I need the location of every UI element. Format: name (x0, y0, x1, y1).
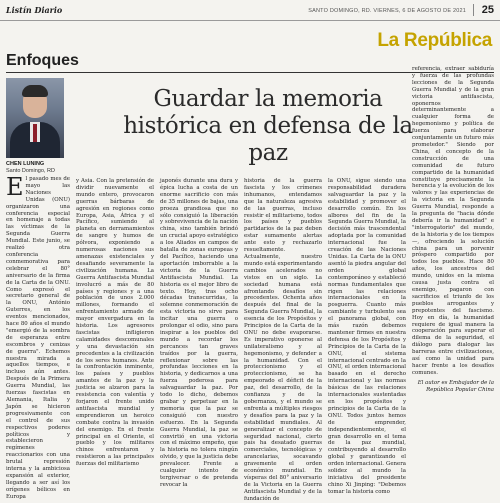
column-3-text: japonés durante una dura y épica lucha a costa de un enorme sacrificio con más de 35 millones de bajas, una proeza grandiosa que no sólo consiguió la liberación y sobrevivencia de la nación china, sino también brindó un crucial apoyo estratégico a los Aliados en campos de batalla de zonas europeas y del Pacífico, haciendo una aportación imborrable a la victoria de la Guerra Antifascista Mundial. La historia es el mejor libro de texto. Hoy, tras ocho décadas transcurridas, la solemne conmemoración de esta victoria no sirve para incitar una guerra o prolongar el odio, sino para inspirar a los pueblos del mundo a recordar los percances tan graves traídos por la guerra, reflexionar sobre las profundas lecciones en la historia, y dedicarnos a una fuerza poderosa para salvaguardar la paz. Por todo lo dicho, debemos grabar y perpetuar en la memoria que la paz se consiguió con nuestro esfuerzo. En la Segunda Guerra Mundial, la paz se convirtió en una victoria con el máximo empeño, que la historia no tolera ningún olvido, y que la justicia debe prevalecer. Frente a cualquier intento de tergiversar o de pretenda revocar la (160, 178, 238, 488)
newspaper-logo: Listín Diario (6, 5, 63, 15)
drop-cap: E (6, 173, 24, 201)
column-5-text: la ONU, sigue siendo una responsabilidad duradera salvaguardar la paz y la estabilidad y promover el desarrollo común. En los albores del fin de la Segunda Guerra Mundial, la decisión más trascendental adoptada por la comunidad internacional fue la creación de las Naciones Unidas. La Carta de la ONU asentó la piedra angular del orden global contemporáneo y estableció normas fundamentales que rigen las relaciones internacionales en la posguerra. Cuanto más cambiante y turbulento sea el panorama global, con más razón debemos mantener firmes en nuestra defensa de los Propósitos y Principios de la Carta de la ONU, el sistema internacional centrado en la ONU, el orden internacional basado en el derecho internacional y las normas básicas de las relaciones internacionales sustentadas en los propósitos y principios de la Carta de la ONU. Todos juntos hemos de emprender, independientemente, el gran desarrollo en el tema de la paz mundial, contribuyendo al desarrollo global y garantizando el orden internacional. Genera solidez al mundo la iniciativa del presidente chino Xi Jinping: "Debemos tomar la historia como (328, 178, 406, 495)
column-1-text: l pasado mes de mayo las Naciones Unidas (ONU) organizaron una conferencia especial en homenaje a todas las víctimas de la Segunda Guerra Mundial. Este junio, se realizó otra conferencia conmemorativa para celebrar el 80° aniversario de la firma de la Carta de la ONU. Como expresó el secretario general de la ONU, António Guterres, en los eventos mencionados, hace 80 años el mundo "emergió de la sombra de esperanza entre escombros y cenizas de guerra". Echemos nuestra mirada a aquellos tiempos, e incluso aún antes. Después de la Primera Guerra Mundial, las fuerzas fascistas en Alemania, Italia y Japón se hicieron progresivamente con el control de sus respectivos poderes políticos y establecieron regímenes reaccionarios con una brutal represión interna y la ambiciosa expansión al exterior, llegando a ser así los orígenes bélicos en Europa (6, 176, 70, 500)
article-column-3 (160, 178, 238, 489)
column-4-text: historia de la guerra fascista y los crímenes inhumanos, entendamos que la naturaleza agresiva de las guerras, incluso resistir el militarismo, todos los países y pueblos partidarios de la paz deben estar sumamente alertas ante esto y rechazarlo resueltamente. Actualmente, nuestro mundo está experimentando cambios acelerados no vistos en un siglo. La sociedad humana está afrontando desafíos sin precedentes. Ochenta años después del final de la Segunda Guerra Mundial, la esencia de los Propósitos y Principios de la Carta de la ONU no debe evaporarse. Es imperativo oponerse al unilateralismo y al hegemonismo, y defender a la humanidad. Con el proteccionismo y el proteccionismo, se ha empeorado el déficit de la paz, del desarrollo, de la confianza y de la gobernanza, y el mundo se enfrenta a múltiples riesgos y desafíos para la paz y la estabilidad mundiales. Al generalizar el concepto de seguridad nacional, cierto país ha desatado guerras comerciales, tecnológicas y arancelarias, socavando gravemente el orden económico mundial. En vísperas del 80° aniversario de la Victoria en la Guerra Antifascista Mundial y de la fundación de (244, 178, 323, 502)
author-photo (6, 78, 64, 158)
masthead-bar (0, 0, 500, 21)
article-column-1 (6, 173, 70, 501)
article-headline: Guardar la memoria histórica en defensa de la paz (123, 86, 413, 166)
author-photo-tie (33, 124, 37, 142)
article-column-2 (76, 178, 154, 468)
column-6-text: referencia, extraer sabiduría y fuerza de las profundas lecciones de la Segunda Guerra Mundial y de la gran victoria antifascista, oponernos determinantemente a cualquier forma de hegemonismo y política de fuerza para elaborar conjuntamente un futuro más prometedor." Siendo por China, el concepto de la construcción de una comunidad de futuro compartido de la humanidad constituye precisamente la herencia y la evolución de los valores y las experiencias de la victoria en la Segunda Guerra Mundial, responde a la pregunta de "hacia dónde debería ir la humanidad" e "interrogatorio" del mundo, de la historia y de los tiempos—, ofreciendo la solución china para un porvenir próspero compartido por todos los pueblos. Hace 80 años, los ancestros del mundo, unidos en la misma causa justa contra el enemigo, pagaron con sacrificios el triunfo de los pueblos arrogantes y prepotentes del fascismo. Hoy en día, la humanidad requiere de igual manera la cooperación para superar el dilema de la seguridad, el diálogo para dialogar las barreras entre civilizaciones, así como la unidad para hacer frente a los desafíos comunes. (412, 66, 494, 376)
author-photo-hair (22, 85, 48, 97)
author-location: Santo Domingo, RD (6, 168, 55, 174)
page-number: 25 (481, 4, 494, 16)
page-number-divider (473, 4, 474, 16)
section-title: La República (377, 30, 492, 51)
article-column-6 (412, 66, 494, 394)
article-column-4 (244, 178, 322, 503)
author-signoff: El autor es Embajador de la República Popular China (417, 379, 494, 393)
dateline: SANTO DOMINGO, RD. VIERNES, 6 DE AGOSTO DE 2021 (308, 8, 466, 14)
column-2-text: y Asia. Con la pretensión de dividir nuevamente el mundo entero, provocaron guerras bárbaras de agresión en regiones como Europa, Asia, África y el Pacífico, sumiendo al planeta en derramamientos de sangre y humos de pólvora, exponiendo a numerosas naciones sus amenazas existenciales y desafiando severamente la civilización humana. La Guerra Antifascista Mundial involucró a más de 80 países y regiones y a una población de unos 2.000 millones, formando el enfrentamiento armado de mayor envergadura en la historia. Los agresores fascistas infligieron calamidades descomunales y una devastación sin precedentes a la civilización de los seres humanos. Ante la confrontación inminente, los países y pueblos amantes de la paz y la justicia se alzaron para la resistencia con valentía y forjaron el frente unido antifascista mundial y emprendieron un heroico combate contra la invasión del enemigo. En el frente principal en el Oriente, el pueblo y los militares chinos enfrentaron y resistieron a las principales fuerzas del militarismo (76, 178, 154, 468)
author-name: CHEN LUNING (6, 161, 45, 167)
article-column-5 (328, 178, 406, 496)
column-label: Enfoques (6, 52, 79, 69)
